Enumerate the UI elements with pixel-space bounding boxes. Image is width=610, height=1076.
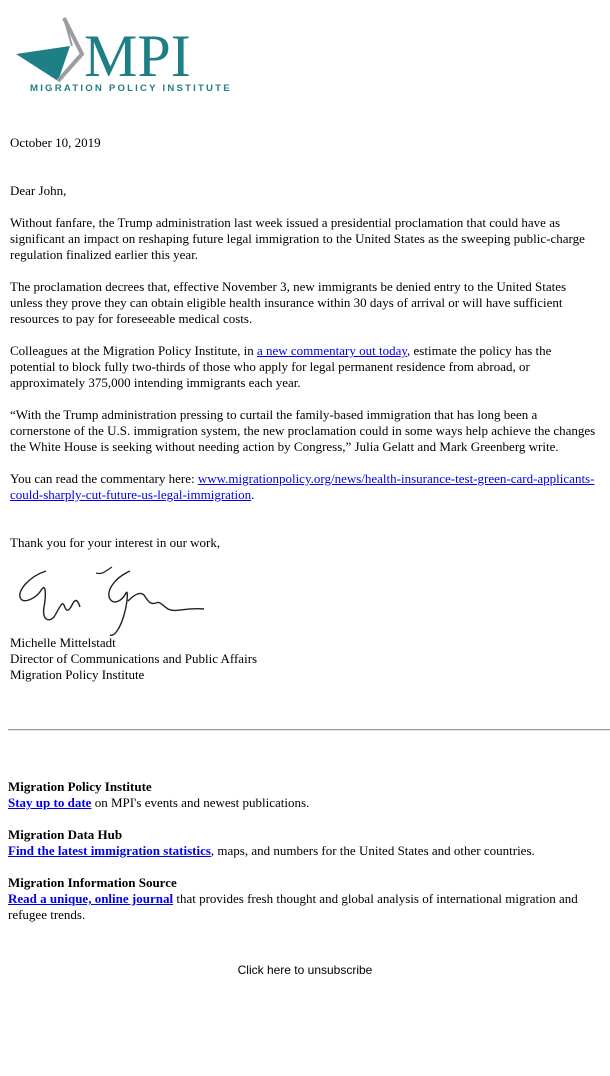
online-journal-link[interactable]: Read a unique, online journal bbox=[8, 891, 174, 906]
footer-title: Migration Policy Institute bbox=[8, 779, 152, 794]
signer-name: Michelle Mittelstadt bbox=[10, 635, 116, 650]
footer-title: Migration Information Source bbox=[8, 875, 177, 890]
unsubscribe-link[interactable]: Click here to unsubscribe bbox=[237, 963, 373, 977]
footer-text: on MPI's events and newest publications. bbox=[91, 795, 310, 810]
footer-title: Migration Data Hub bbox=[8, 827, 123, 842]
paragraph-5 bbox=[10, 471, 600, 503]
letter-date: October 10, 2019 bbox=[10, 135, 101, 150]
greeting: Dear John, bbox=[10, 183, 67, 198]
stay-up-to-date-link[interactable]: Stay up to date bbox=[8, 795, 92, 810]
paragraph-5-before: You can read the commentary here: bbox=[10, 471, 198, 486]
unsubscribe-section bbox=[0, 962, 610, 978]
commentary-link[interactable]: a new commentary out today bbox=[256, 343, 408, 358]
footer-block-information-source bbox=[8, 875, 600, 923]
divider bbox=[8, 729, 610, 731]
paragraph-3 bbox=[10, 343, 600, 391]
letter-body bbox=[10, 135, 600, 683]
footer-block-data-hub bbox=[8, 827, 600, 859]
paragraph-1: Without fanfare, the Trump administration last week issued a presidential proclamation that could have as significant an impact on reshaping future legal immigration to the United States as the sweeping public-charge regulation finalized earlier this year. bbox=[10, 215, 585, 262]
footer-text: that provides fresh thought and global analysis of international migration and refugee trends. bbox=[8, 891, 578, 922]
logo-tagline: MIGRATION POLICY INSTITUTE bbox=[30, 83, 232, 94]
commentary-url-link[interactable]: www.migrationpolicy.org/news/health-insurance-test-green-card-applicants-could-sharply-cut-future-us-legal-immigration bbox=[10, 471, 595, 502]
signer-organization: Migration Policy Institute bbox=[10, 667, 145, 682]
paragraph-3-after: , estimate the policy has the potential to block fully two-thirds of those who apply for legal permanent residence from abroad, or approximately 375,000 intending immigrants each year. bbox=[10, 343, 552, 390]
mpi-logo-graphic bbox=[14, 16, 254, 96]
mpi-logo bbox=[14, 16, 254, 96]
signature-image bbox=[10, 561, 210, 641]
paragraph-5-after: . bbox=[251, 487, 255, 502]
logo-mpi-text: MPI bbox=[84, 23, 191, 89]
immigration-statistics-link[interactable]: Find the latest immigration statistics bbox=[8, 843, 211, 858]
paragraph-4: “With the Trump administration pressing to curtail the family-based immigration that has long been a cornerstone of the U.S. immigration system, the new proclamation could in some ways help achieve the changes the White House is seeking without needing action by Congress,” Julia Gelatt and Mark Greenberg write. bbox=[10, 407, 596, 454]
paragraph-3-before: Colleagues at the Migration Policy Institute, in bbox=[10, 343, 257, 358]
closing: Thank you for your interest in our work, bbox=[10, 535, 221, 550]
footer-block-mpi bbox=[8, 779, 600, 811]
footer bbox=[8, 779, 600, 939]
paragraph-2: The proclamation decrees that, effective November 3, new immigrants be denied entry to the United States unless they prove they can obtain eligible health insurance within 30 days of arrival or will have sufficient resources to pay for foreseeable medical costs. bbox=[10, 279, 567, 326]
footer-text: , maps, and numbers for the United States and other countries. bbox=[210, 843, 535, 858]
signer-title: Director of Communications and Public Affairs bbox=[10, 651, 258, 666]
